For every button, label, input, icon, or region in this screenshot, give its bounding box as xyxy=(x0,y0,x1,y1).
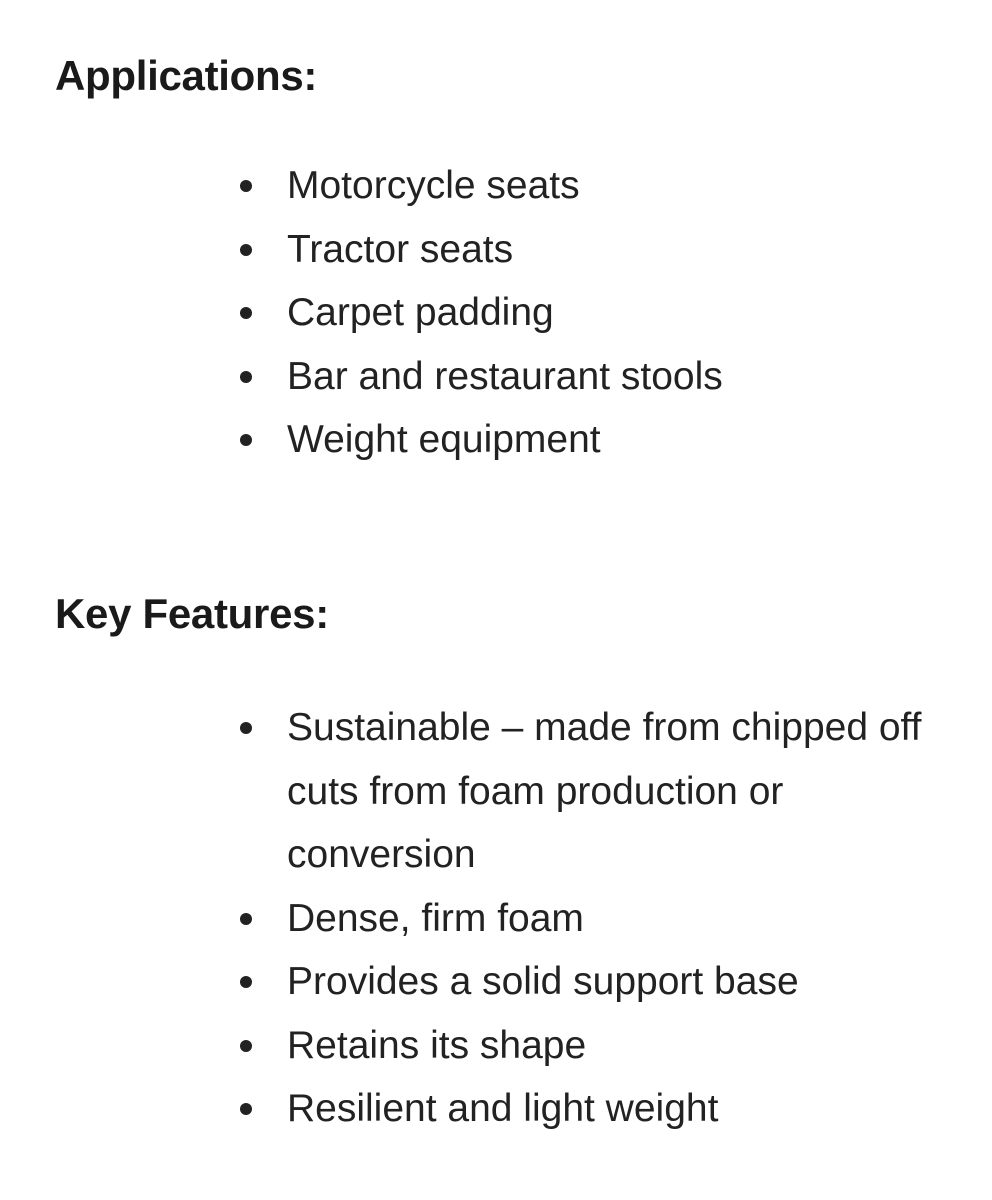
list-item xyxy=(0,408,992,472)
list-item xyxy=(0,950,992,1014)
list-item-text: Provides a solid support base xyxy=(287,960,799,1003)
list-item xyxy=(0,1014,992,1078)
bullet-icon xyxy=(240,371,252,383)
list-item-text: Dense, firm foam xyxy=(287,896,584,940)
list-item xyxy=(0,281,992,345)
list-item xyxy=(0,345,992,409)
bullet-icon xyxy=(240,722,252,734)
list-item-text: Sustainable – made from chipped off cuts from foam production or conversion xyxy=(287,706,922,876)
bullet-icon xyxy=(240,1040,252,1052)
list-item xyxy=(0,887,992,951)
bullet-icon xyxy=(240,180,252,192)
list-item xyxy=(0,218,992,282)
bullet-icon xyxy=(240,913,252,925)
bullet-icon xyxy=(240,1103,252,1115)
list-item-text: Carpet padding xyxy=(287,291,554,334)
list-item xyxy=(0,1077,992,1141)
applications-list xyxy=(0,154,992,472)
key-features-heading: Key Features: xyxy=(55,590,329,637)
list-item-text: Tractor seats xyxy=(287,227,514,271)
list-item xyxy=(0,696,992,887)
list-item-text: Weight equipment xyxy=(287,418,601,461)
list-item-text: Resilient and light weight xyxy=(287,1087,719,1130)
list-item-text: Motorcycle seats xyxy=(287,164,580,207)
bullet-icon xyxy=(240,307,252,319)
bullet-icon xyxy=(240,976,252,988)
list-item-text: Bar and restaurant stools xyxy=(287,354,723,398)
key-features-section xyxy=(0,586,992,1141)
applications-section xyxy=(0,48,992,472)
list-item-text: Retains its shape xyxy=(287,1023,587,1067)
applications-heading: Applications: xyxy=(55,52,318,99)
list-item xyxy=(0,154,992,218)
bullet-icon xyxy=(240,244,252,256)
key-features-list xyxy=(0,696,992,1141)
bullet-icon xyxy=(240,434,252,446)
